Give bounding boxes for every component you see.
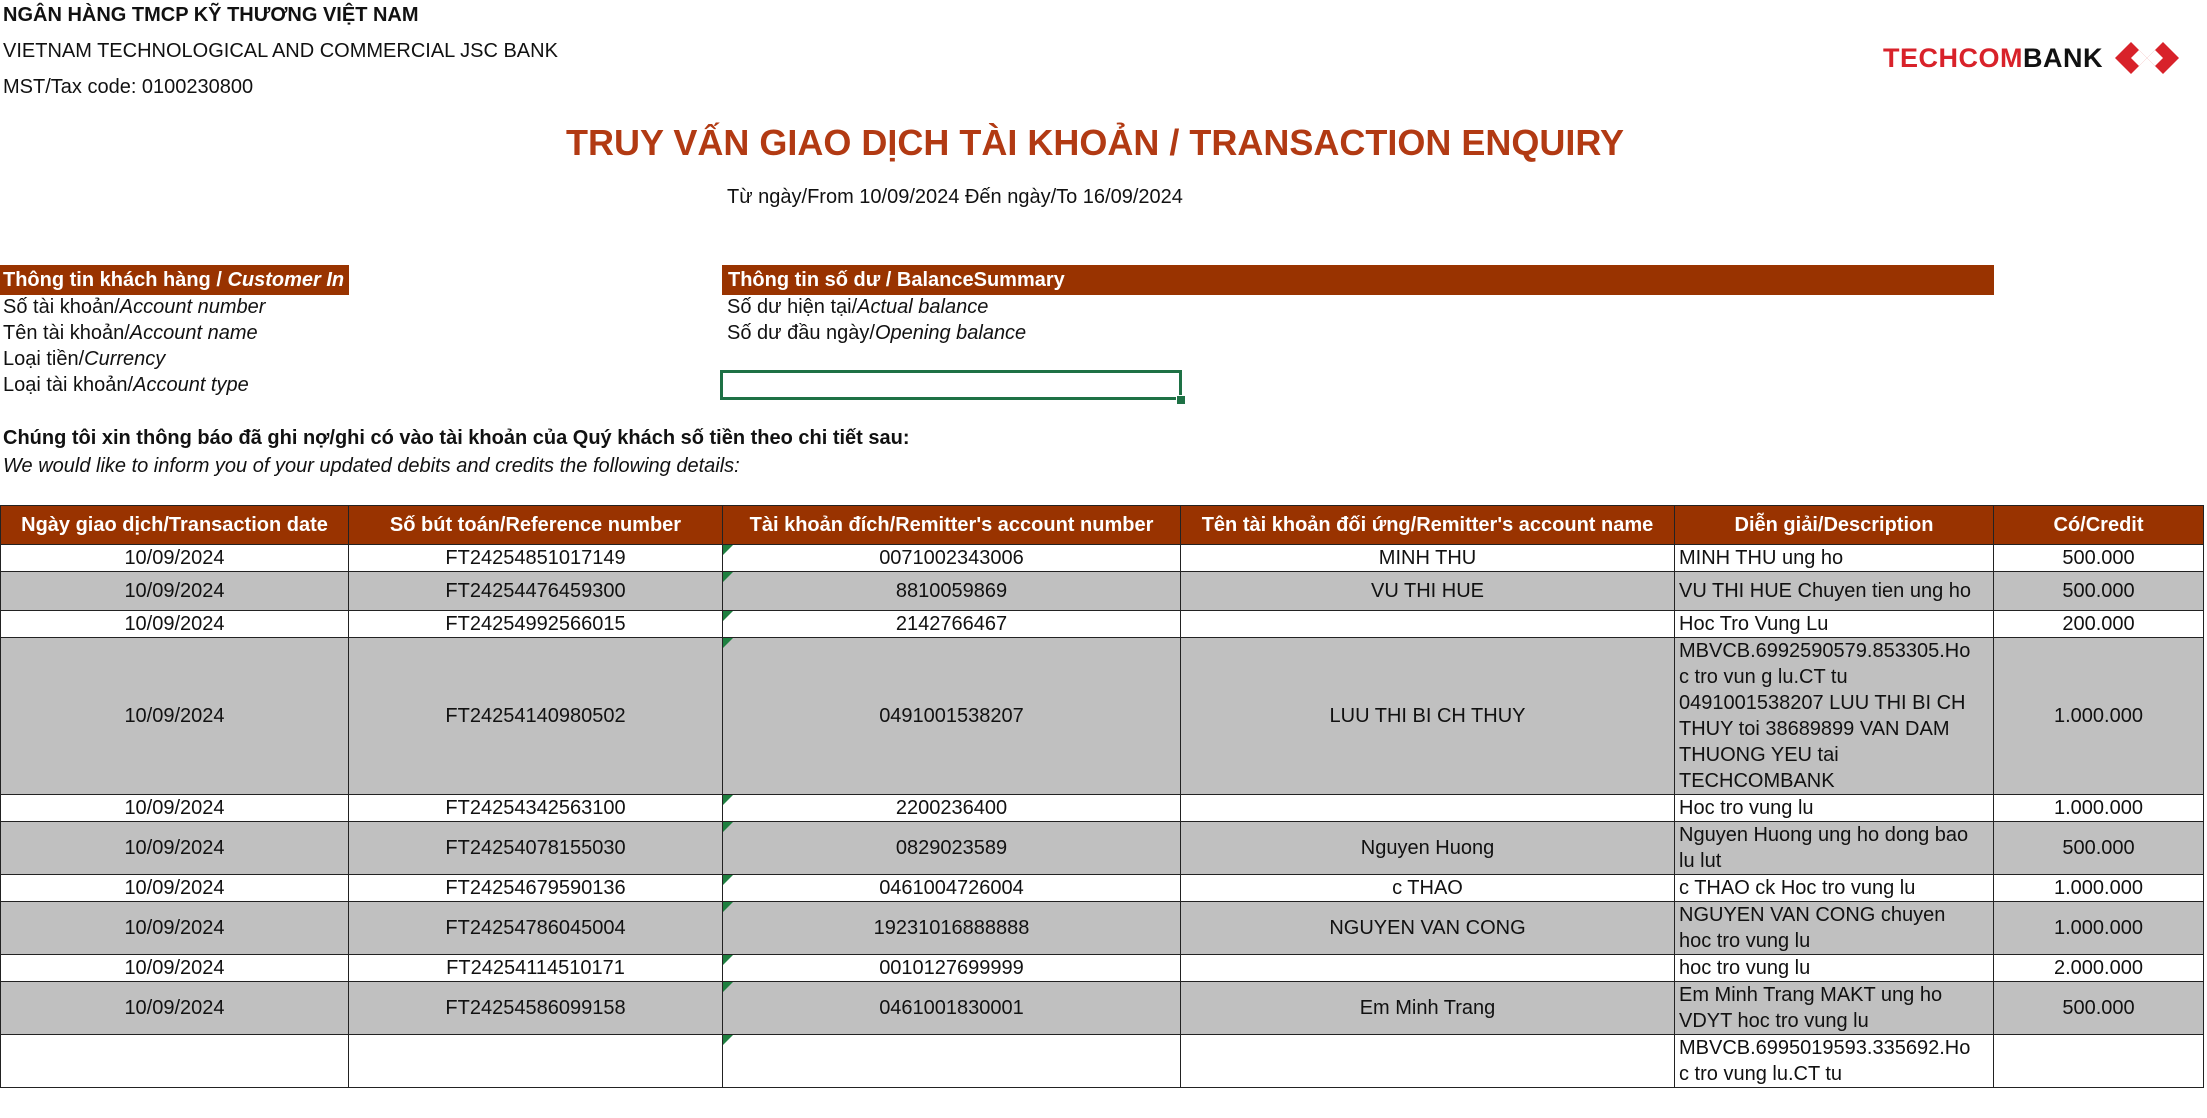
- cell-reference[interactable]: FT24254114510171: [349, 955, 723, 982]
- opening-balance-label: [727, 322, 1026, 345]
- cell-account-name[interactable]: Em Minh Trang: [1181, 982, 1675, 1035]
- table-row: [1, 955, 2204, 982]
- label-en: Account type: [133, 374, 249, 396]
- cell-reference[interactable]: FT24254140980502: [349, 638, 723, 795]
- col-header-account-name[interactable]: Tên tài khoản đối ứng/Remitter's account name: [1181, 506, 1675, 545]
- cell-date[interactable]: [1, 1035, 349, 1088]
- cell-account-name[interactable]: MINH THU: [1181, 545, 1675, 572]
- cell-credit[interactable]: 200.000: [1994, 611, 2204, 638]
- cell-account-number[interactable]: 2142766467: [723, 611, 1181, 638]
- table-row: [1, 902, 2204, 955]
- logo-wordmark-red: TECHCOM: [1883, 43, 2023, 73]
- cell-account-number[interactable]: 2200236400: [723, 795, 1181, 822]
- cell-description[interactable]: MBVCB.6992590579.853305.Ho c tro vun g lu.CT tu 0491001538207 LUU THI BI CH THUY toi 38689899 VAN DAM THUONG YEU tai TECHCOMBANK: [1675, 638, 1994, 795]
- cell-credit[interactable]: 1.000.000: [1994, 902, 2204, 955]
- techcombank-diamond-icon: [2115, 38, 2179, 78]
- table-row: [1, 875, 2204, 902]
- account-number-label: [3, 296, 265, 319]
- cell-credit[interactable]: 500.000: [1994, 822, 2204, 875]
- table-row: [1, 572, 2204, 611]
- label-vn: Loại tiền/: [3, 348, 85, 370]
- cell-account-name[interactable]: [1181, 795, 1675, 822]
- table-header-row: [1, 506, 2204, 545]
- notice-vn: Chúng tôi xin thông báo đã ghi nợ/ghi có vào tài khoản của Quý khách số tiền theo chi tiết sau:: [3, 427, 910, 449]
- bank-name-vn: NGÂN HÀNG TMCP KỸ THƯƠNG VIỆT NAM: [3, 4, 419, 26]
- cell-description[interactable]: Hoc Tro Vung Lu: [1675, 611, 1994, 638]
- cell-date[interactable]: 10/09/2024: [1, 572, 349, 611]
- table-row: [1, 795, 2204, 822]
- label-en: Account number: [119, 296, 266, 318]
- page-title: TRUY VẤN GIAO DỊCH TÀI KHOẢN / TRANSACTION ENQUIRY: [565, 122, 1625, 163]
- cell-account-number[interactable]: 0829023589: [723, 822, 1181, 875]
- col-header-account-number[interactable]: Tài khoản đích/Remitter's account number: [723, 506, 1181, 545]
- cell-account-number[interactable]: 0461001830001: [723, 982, 1181, 1035]
- cell-credit[interactable]: 1.000.000: [1994, 875, 2204, 902]
- cell-account-name[interactable]: NGUYEN VAN CONG: [1181, 902, 1675, 955]
- cell-account-number[interactable]: 0491001538207: [723, 638, 1181, 795]
- cell-reference[interactable]: FT24254851017149: [349, 545, 723, 572]
- label-vn: Số tài khoản/: [3, 296, 120, 318]
- customer-info-header-vn: Thông tin khách hàng /: [3, 269, 228, 291]
- label-vn: Tên tài khoản/: [3, 322, 130, 344]
- techcombank-logo: [1883, 38, 2179, 78]
- cell-reference[interactable]: [349, 1035, 723, 1088]
- cell-account-number[interactable]: 19231016888888: [723, 902, 1181, 955]
- col-header-credit[interactable]: Có/Credit: [1994, 506, 2204, 545]
- cell-account-name[interactable]: [1181, 611, 1675, 638]
- notice-en: We would like to inform you of your updated debits and credits the following details:: [3, 455, 740, 477]
- cell-reference[interactable]: FT24254992566015: [349, 611, 723, 638]
- cell-date[interactable]: 10/09/2024: [1, 822, 349, 875]
- table-row: [1, 545, 2204, 572]
- cell-description[interactable]: Em Minh Trang MAKT ung ho VDYT hoc tro vung lu: [1675, 982, 1994, 1035]
- cell-credit[interactable]: 1.000.000: [1994, 638, 2204, 795]
- cell-account-name[interactable]: [1181, 1035, 1675, 1088]
- col-header-description[interactable]: Diễn giải/Description: [1675, 506, 1994, 545]
- selected-cell[interactable]: [720, 370, 1182, 400]
- table-row: [1, 611, 2204, 638]
- customer-info-header-en: Customer In: [227, 269, 345, 291]
- cell-account-name[interactable]: c THAO: [1181, 875, 1675, 902]
- cell-credit[interactable]: 500.000: [1994, 572, 2204, 611]
- tax-code: MST/Tax code: 0100230800: [3, 76, 254, 98]
- cell-date[interactable]: 10/09/2024: [1, 795, 349, 822]
- label-vn: Số dư hiện tại/: [727, 296, 858, 318]
- account-name-label: [3, 322, 258, 345]
- cell-description[interactable]: MINH THU ung ho: [1675, 545, 1994, 572]
- label-vn: Số dư đầu ngày/: [727, 322, 875, 344]
- cell-credit[interactable]: 2.000.000: [1994, 955, 2204, 982]
- cell-description[interactable]: hoc tro vung lu: [1675, 955, 1994, 982]
- table-row: [1, 822, 2204, 875]
- cell-account-number[interactable]: 0461004726004: [723, 875, 1181, 902]
- label-en: Account name: [129, 322, 258, 344]
- table-row: [1, 982, 2204, 1035]
- label-vn: Loại tài khoản/: [3, 374, 134, 396]
- fill-handle[interactable]: [1176, 395, 1186, 405]
- cell-reference[interactable]: FT24254586099158: [349, 982, 723, 1035]
- logo-wordmark-dark: BANK: [2023, 43, 2103, 73]
- bank-name-en: VIETNAM TECHNOLOGICAL AND COMMERCIAL JSC BANK: [3, 40, 558, 62]
- cell-credit[interactable]: [1994, 1035, 2204, 1088]
- cell-account-name[interactable]: [1181, 955, 1675, 982]
- cell-date[interactable]: 10/09/2024: [1, 545, 349, 572]
- cell-account-name[interactable]: VU THI HUE: [1181, 572, 1675, 611]
- cell-account-number[interactable]: [723, 1035, 1181, 1088]
- cell-credit[interactable]: 500.000: [1994, 982, 2204, 1035]
- cell-date[interactable]: 10/09/2024: [1, 955, 349, 982]
- table-row: [1, 638, 2204, 795]
- logo-wordmark: [1883, 43, 2103, 74]
- col-header-reference[interactable]: Số bút toán/Reference number: [349, 506, 723, 545]
- balance-summary-header: Thông tin số dư / BalanceSummary: [722, 265, 1994, 295]
- cell-account-name[interactable]: Nguyen Huong: [1181, 822, 1675, 875]
- cell-credit[interactable]: 1.000.000: [1994, 795, 2204, 822]
- cell-reference[interactable]: FT24254342563100: [349, 795, 723, 822]
- transactions-table: [0, 505, 2204, 1088]
- cell-description[interactable]: MBVCB.6995019593.335692.Ho c tro vung lu.CT tu: [1675, 1035, 1994, 1088]
- col-header-date[interactable]: Ngày giao dịch/Transaction date: [1, 506, 349, 545]
- label-en: Actual balance: [857, 296, 989, 318]
- cell-account-number[interactable]: 0010127699999: [723, 955, 1181, 982]
- label-en: Currency: [84, 348, 166, 370]
- cell-date[interactable]: 10/09/2024: [1, 611, 349, 638]
- currency-label: [3, 348, 165, 371]
- date-range: Từ ngày/From 10/09/2024 Đến ngày/To 16/09/2024: [727, 186, 1183, 208]
- cell-reference[interactable]: FT24254786045004: [349, 902, 723, 955]
- transactions-body: [1, 545, 2204, 1088]
- actual-balance-label: [727, 296, 988, 319]
- cell-description[interactable]: Hoc tro vung lu: [1675, 795, 1994, 822]
- table-row: [1, 1035, 2204, 1088]
- cell-account-number[interactable]: 8810059869: [723, 572, 1181, 611]
- cell-credit[interactable]: 500.000: [1994, 545, 2204, 572]
- cell-reference[interactable]: FT24254679590136: [349, 875, 723, 902]
- cell-account-name[interactable]: LUU THI BI CH THUY: [1181, 638, 1675, 795]
- cell-description[interactable]: NGUYEN VAN CONG chuyen hoc tro vung lu: [1675, 902, 1994, 955]
- cell-date[interactable]: 10/09/2024: [1, 875, 349, 902]
- cell-date[interactable]: 10/09/2024: [1, 902, 349, 955]
- cell-account-number[interactable]: 0071002343006: [723, 545, 1181, 572]
- account-type-label: [3, 374, 249, 397]
- cell-date[interactable]: 10/09/2024: [1, 638, 349, 795]
- cell-description[interactable]: Nguyen Huong ung ho dong bao lu lut: [1675, 822, 1994, 875]
- customer-info-header: [0, 265, 349, 295]
- label-en: Opening balance: [874, 322, 1027, 344]
- cell-reference[interactable]: FT24254476459300: [349, 572, 723, 611]
- cell-reference[interactable]: FT24254078155030: [349, 822, 723, 875]
- cell-description[interactable]: VU THI HUE Chuyen tien ung ho: [1675, 572, 1994, 611]
- cell-description[interactable]: c THAO ck Hoc tro vung lu: [1675, 875, 1994, 902]
- cell-date[interactable]: 10/09/2024: [1, 982, 349, 1035]
